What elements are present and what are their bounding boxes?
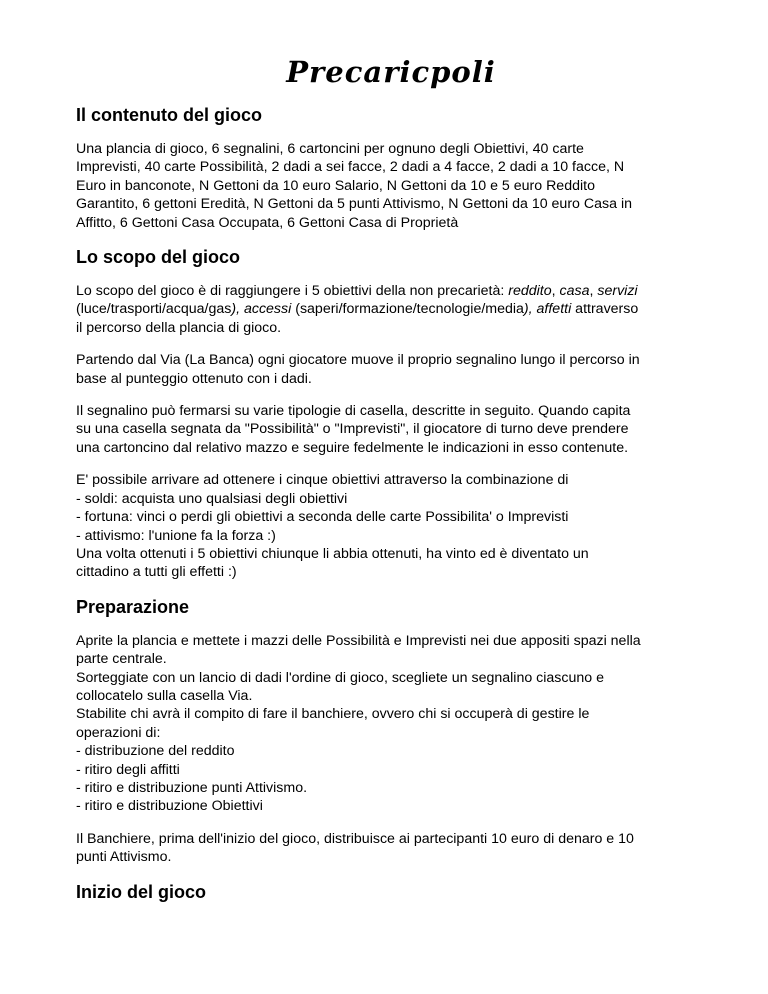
text-line: Il Banchiere, prima dell'inizio del gioco, distribuisce ai partecipanti 10 euro di denaro e 10 bbox=[76, 830, 634, 847]
text-line: Euro in banconote, N Gettoni da 10 euro Salario, N Gettoni da 10 e 5 euro Reddito bbox=[76, 177, 595, 194]
text-line: Affitto, 6 Gettoni Casa Occupata, 6 Gettoni Casa di Proprietà bbox=[76, 214, 459, 231]
text-line: - ritiro degli affitti bbox=[76, 761, 180, 778]
paragraph bbox=[76, 632, 706, 816]
text-line: parte centrale. bbox=[76, 651, 167, 668]
text-line: E' possibile arrivare ad ottenere i cinque obiettivi attraverso la combinazione di bbox=[76, 472, 569, 489]
section-heading: Preparazione bbox=[76, 596, 190, 617]
goal-affetti: affetti bbox=[536, 301, 572, 318]
text-line: Sorteggiate con un lancio di dadi l'ordine di gioco, scegliete un segnalino ciascuno e bbox=[76, 669, 604, 686]
goal-servizi-detail: (luce/trasporti/acqua/gas bbox=[76, 301, 232, 318]
text-line: Una volta ottenuti i 5 obiettivi chiunque li abbia ottenuti, ha vinto ed è diventato un bbox=[76, 545, 589, 562]
text-line: - attivismo: l'unione fa la forza :) bbox=[76, 527, 276, 544]
goal-tail: attraverso bbox=[571, 301, 639, 318]
section-preparazione bbox=[76, 596, 706, 867]
text-line: Imprevisti, 40 carte Possibilità, 2 dadi a sei facce, 2 dadi a 4 facce, 2 dadi a 10 facce, N bbox=[76, 159, 625, 176]
goal-servizi: servizi bbox=[597, 283, 638, 300]
text-line: - fortuna: vinci o perdi gli obiettivi a seconda delle carte Possibilita' o Imprevisti bbox=[76, 509, 569, 526]
paragraph bbox=[76, 351, 706, 388]
text-line: cittadino a tutti gli effetti :) bbox=[76, 564, 237, 581]
text-line: base al punteggio ottenuto con i dadi. bbox=[76, 370, 312, 387]
paragraph bbox=[76, 140, 706, 232]
text-line: Lo scopo del gioco è di raggiungere i 5 obiettivi della non precarietà: reddito, casa, servizi bbox=[76, 283, 638, 300]
text-line: - ritiro e distribuzione punti Attivismo. bbox=[76, 779, 308, 796]
goal-reddito: reddito bbox=[508, 283, 552, 300]
text-line: punti Attivismo. bbox=[76, 849, 172, 866]
paragraph bbox=[76, 471, 706, 581]
paragraph-goals bbox=[76, 282, 706, 337]
document-title: Precaricpoli bbox=[286, 55, 496, 89]
text-line: - distribuzione del reddito bbox=[76, 743, 235, 760]
section-heading: Il contenuto del gioco bbox=[76, 105, 262, 125]
text-line: Garantito, 6 gettoni Eredità, N Gettoni da 5 punti Attivismo, N Gettoni da 10 euro Casa in bbox=[76, 196, 632, 213]
section-scopo bbox=[76, 246, 706, 582]
section-heading: Lo scopo del gioco bbox=[76, 247, 241, 268]
goal-accessi-detail: (saperi/formazione/tecnologie/media bbox=[291, 301, 524, 318]
goal-intro: Lo scopo del gioco è di raggiungere i 5 obiettivi della non precarietà: bbox=[76, 283, 509, 300]
section-heading: Inizio del gioco bbox=[76, 881, 206, 902]
goal-casa: casa bbox=[559, 283, 590, 300]
text-line: collocatelo sulla casella Via. bbox=[76, 687, 253, 704]
text-line: Aprite la plancia e mettete i mazzi delle Possibilità e Imprevisti nei due appositi spazi nella bbox=[76, 632, 641, 649]
text-line: una cartoncino dal relativo mazzo e seguire fedelmente le indicazioni in esso contenute. bbox=[76, 439, 629, 456]
text-line: Una plancia di gioco, 6 segnalini, 6 cartoncini per ognuno degli Obiettivi, 40 carte bbox=[76, 141, 584, 157]
goal-accessi: accessi bbox=[243, 301, 292, 318]
text-line: Partendo dal Via (La Banca) ogni giocatore muove il proprio segnalino lungo il percorso in bbox=[76, 352, 640, 369]
text-line: su una casella segnata da "Possibilità" o "Imprevisti", il giocatore di turno deve prendere bbox=[76, 421, 629, 438]
section-contenuto bbox=[76, 104, 706, 232]
text-line: (luce/trasporti/acqua/gas), accessi (saperi/formazione/tecnologie/media), affetti attraverso bbox=[76, 301, 639, 318]
text-line: operazioni di: bbox=[76, 724, 161, 741]
paragraph bbox=[76, 830, 706, 867]
document-page bbox=[76, 54, 706, 917]
text-line: - soldi: acquista uno qualsiasi degli obiettivi bbox=[76, 490, 348, 507]
paragraph bbox=[76, 402, 706, 457]
text-line: il percorso della plancia di gioco. bbox=[76, 319, 282, 336]
text-line: Stabilite chi avrà il compito di fare il banchiere, ovvero chi si occuperà di gestire le bbox=[76, 706, 590, 723]
text-line: - ritiro e distribuzione Obiettivi bbox=[76, 798, 263, 815]
text-line: Il segnalino può fermarsi su varie tipologie di casella, descritte in seguito. Quando capita bbox=[76, 403, 631, 420]
section-inizio bbox=[76, 881, 706, 903]
